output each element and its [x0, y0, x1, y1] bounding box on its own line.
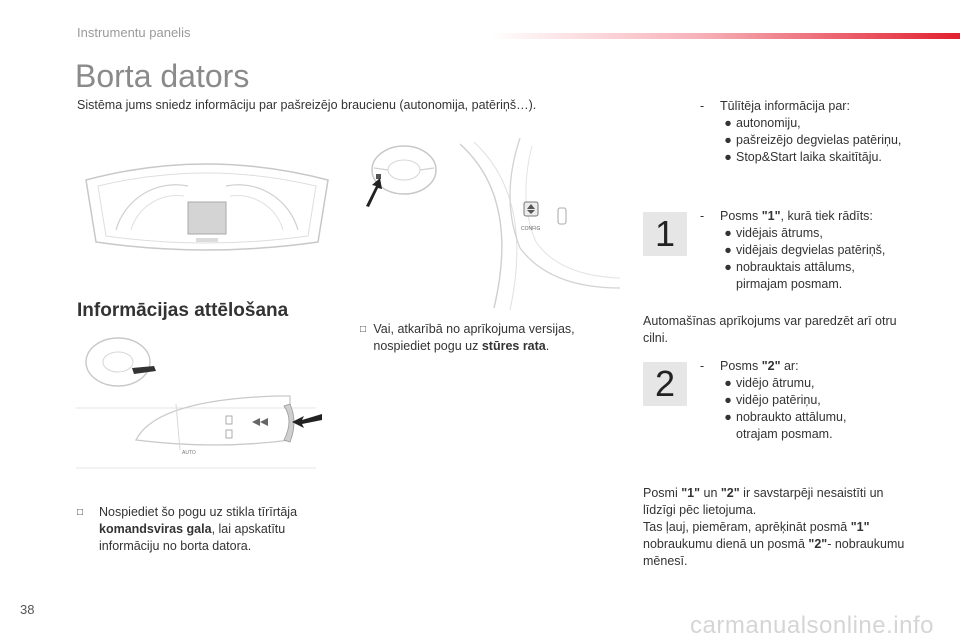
trip-1-item: vidējais degvielas patēriņš,	[736, 243, 886, 257]
trip-1-item: vidējais ātrums,	[736, 226, 823, 240]
note-second-tab: Automašīnas aprīkojums var paredzēt arī otru cilni.	[643, 314, 897, 345]
dash-marker: -	[700, 209, 705, 223]
trip-1-lead-prefix: Posms	[720, 209, 762, 223]
watermark: carmanualsonline.info	[690, 612, 934, 639]
bullet-icon: ●	[724, 133, 732, 147]
checkbox-square-icon: □	[360, 324, 367, 335]
header-section-title: Instrumentu panelis	[77, 25, 191, 40]
instruction-wheel	[360, 321, 605, 355]
trip-2-lead-suffix: ar:	[780, 359, 799, 373]
footer-note-text: Posmi	[643, 486, 682, 500]
footer-note-text: - nobraukumu mēnesī.	[643, 537, 905, 568]
trip-1-box: 1	[643, 212, 687, 256]
section-heading: Informācijas attēlošana	[77, 300, 289, 321]
immediate-item: pašreizējo degvielas patēriņu,	[736, 133, 902, 147]
instruction-stalk-bold: komandsviras gala	[99, 522, 212, 536]
bullet-icon: ●	[724, 410, 732, 424]
instrument-cluster-illustration	[76, 150, 338, 260]
trip-2-tail: otrajam posmam.	[736, 427, 833, 441]
instruction-wheel-bold: stūres rata	[481, 339, 546, 353]
instruction-stalk	[77, 504, 327, 555]
trip-1-lead-bold: "1"	[761, 209, 781, 223]
bullet-icon: ●	[724, 150, 732, 164]
intro-text: Sistēma jums sniedz informāciju par pašreizējo braucienu (autonomija, patēriņš…).	[77, 98, 537, 112]
wiper-stalk-illustration	[76, 330, 326, 470]
footer-note-bold: "1"	[681, 486, 701, 500]
dash-marker: -	[700, 99, 705, 113]
immediate-item: autonomiju,	[736, 116, 801, 130]
checkbox-square-icon: □	[77, 507, 84, 518]
bullet-icon: ●	[724, 260, 732, 274]
footer-note-bold: "1"	[850, 520, 870, 534]
trip-1-block	[700, 208, 930, 293]
footer-note-text: un	[700, 486, 721, 500]
trip-2-lead-bold: "2"	[761, 359, 781, 373]
immediate-item: Stop&Start laika skaitītāju.	[736, 150, 882, 164]
bullet-icon: ●	[724, 116, 732, 130]
trip-2-item: vidējo ātrumu,	[736, 376, 815, 390]
wheel-config-button-illustration	[460, 138, 620, 314]
bullet-icon: ●	[724, 393, 732, 407]
trip-1-item: nobrauktais attālums,	[736, 260, 855, 274]
trip-2-item: vidējo patēriņu,	[736, 393, 821, 407]
footer-note-bold: "2"	[720, 486, 740, 500]
trip-1-tail: pirmajam posmam.	[736, 277, 843, 291]
immediate-info-block	[700, 98, 930, 166]
trip-2-block	[700, 358, 930, 443]
trip-1-lead-suffix: , kurā tiek rādīts:	[780, 209, 873, 223]
steering-wheel-illustration	[362, 140, 442, 212]
page-title: Borta dators	[75, 58, 250, 94]
dash-marker: -	[700, 359, 705, 373]
footer-note-text: Tas ļauj, piemēram, aprēķināt posmā	[643, 520, 851, 534]
footer-note-text: nobraukumu dienā un posmā	[643, 537, 809, 551]
bullet-icon: ●	[724, 243, 732, 257]
bullet-icon: ●	[724, 376, 732, 390]
header-accent-bar	[490, 33, 960, 39]
instruction-wheel-suffix: .	[545, 339, 550, 353]
config-button-label: CONFIG	[521, 226, 541, 232]
footer-note-text: ir savstarpēji nesaistīti un līdzīgi pēc lietojuma.	[643, 486, 884, 517]
footer-note-bold: "2"	[808, 537, 828, 551]
stalk-auto-label: AUTO	[182, 450, 196, 456]
page-number: 38	[20, 602, 35, 617]
bullet-icon: ●	[724, 226, 732, 240]
footer-note	[643, 485, 913, 570]
trip-2-lead-prefix: Posms	[720, 359, 762, 373]
instruction-stalk-prefix: Nospiediet šo pogu uz stikla tīrīrtāja	[99, 505, 298, 519]
trip-2-item: nobraukto attālumu,	[736, 410, 847, 424]
instruction-wheel-prefix: Vai, atkarībā no aprīkojuma versijas, nospiediet pogu uz	[373, 322, 575, 353]
immediate-lead: Tūlītēja informācija par:	[720, 99, 850, 113]
instruction-stalk-suffix: , lai apskatītu informāciju no borta datora.	[99, 522, 286, 553]
trip-2-box: 2	[643, 362, 687, 406]
